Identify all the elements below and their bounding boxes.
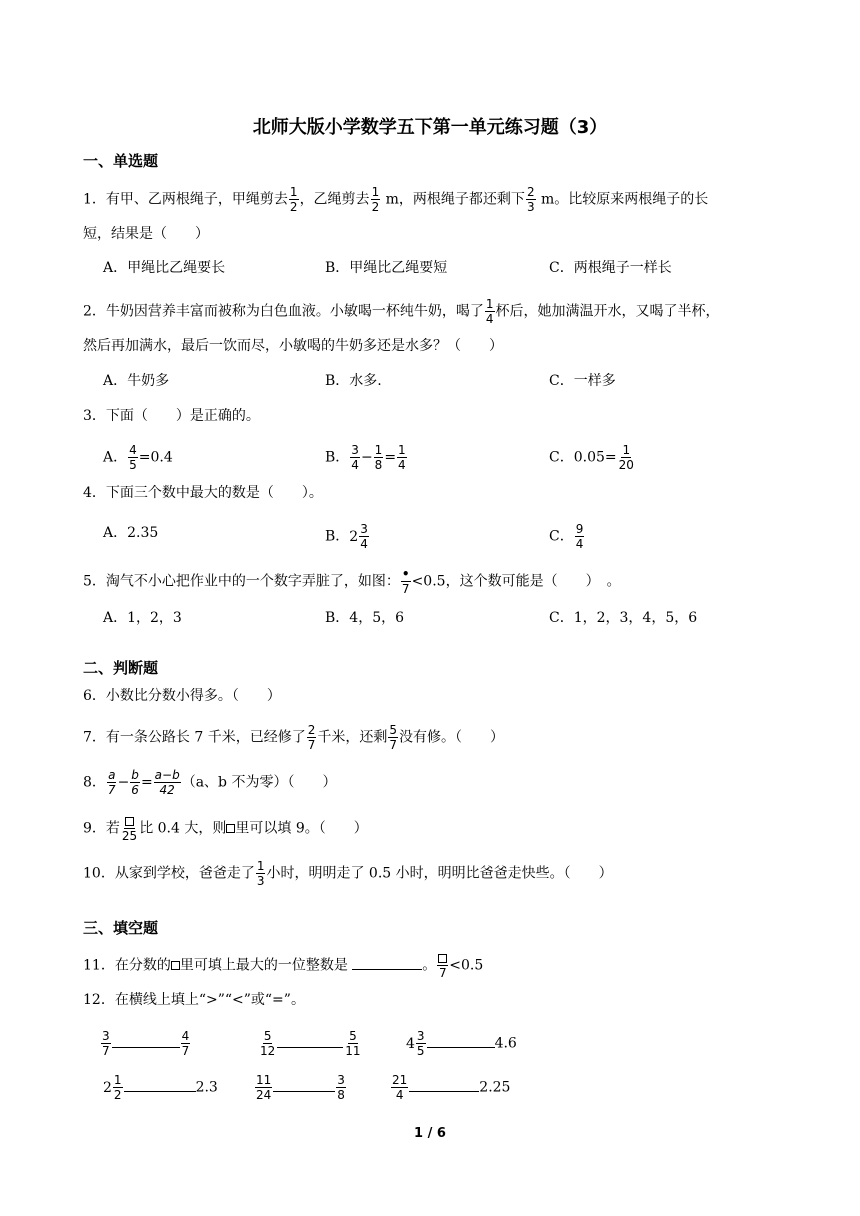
answer-blank[interactable] <box>427 1033 495 1048</box>
q1-fraction-2: $\frac{1}{2}$ <box>371 185 380 214</box>
section-heading-true-false: 二、判断题 <box>83 659 159 677</box>
q2-text-a: 2．牛奶因营养丰富而被称为白色血液。小敏喝一杯纯牛奶，喝了 <box>83 303 484 320</box>
question-7: 7．有一条公路长 7 千米，已经修了 $\frac{2}{7}$ 千米，还剩 $\frac{5}{7}$ 没有修。（ ） <box>83 723 504 752</box>
q1-text-a: 1．有甲、乙两根绳子，甲绳剪去 <box>83 191 288 208</box>
q1-option-c[interactable]: C．两根绳子一样长 <box>549 260 672 276</box>
page-title: 北师大版小学数学五下第一单元练习题（3） <box>252 117 608 138</box>
question-12-stem: 12．在横线上填上“>”“<”或“=”。 <box>83 992 305 1008</box>
answer-blank[interactable] <box>352 955 422 970</box>
q5-option-b[interactable]: B．4，5，6 <box>325 610 405 626</box>
blank-box-icon <box>171 961 180 970</box>
blank-box-icon <box>438 954 447 963</box>
question-6: 6．小数比分数小得多。（ ） <box>83 688 281 704</box>
page-number: 1 / 6 <box>414 1126 446 1141</box>
answer-blank[interactable] <box>112 1033 180 1048</box>
q12-compare-5: $\frac{11}{24}$ $\frac{3}{8}$ <box>256 1073 345 1102</box>
q12-compare-2: $\frac{5}{12}$ $\frac{5}{11}$ <box>260 1029 361 1058</box>
q3-option-a[interactable]: A． $\frac{4}{5}$ =0.4 <box>103 443 173 472</box>
question-2-line-1 <box>83 298 720 325</box>
question-9: 9．若 25 比 0.4 大，则 里可以填 9。（ ） <box>83 815 368 842</box>
answer-blank[interactable] <box>273 1077 335 1092</box>
q12-compare-1: $\frac{3}{7}$ $\frac{4}{7}$ <box>102 1029 190 1058</box>
q2-fraction: $\frac{1}{4}$ <box>485 297 494 326</box>
answer-blank[interactable] <box>277 1033 343 1048</box>
q3-option-c[interactable]: C．0.05= $\frac{1}{20}$ <box>549 443 634 472</box>
q2-text-b: 杯后，她加满温开水，又喝了半杯， <box>495 303 720 320</box>
q2-option-a[interactable]: A．牛奶多 <box>103 373 170 389</box>
question-8: 8． $\frac{a}{7}$ − $\frac{b}{6}$ = $\frac{a-b}{42}$ （a、b 不为零）（ ） <box>83 768 337 797</box>
q5-smudged-fraction: $\frac{•}{7}$ <box>401 567 410 596</box>
question-1-line-2: 短，结果是（ ） <box>83 226 209 242</box>
q12-compare-3: 4 $\frac{3}{5}$ 4.6 <box>406 1029 517 1058</box>
q12-compare-4: 2 $\frac{1}{2}$ 2.3 <box>103 1073 218 1102</box>
q4-option-b[interactable]: B．2 $\frac{3}{4}$ <box>325 522 368 551</box>
question-10: 10．从家到学校，爸爸走了 $\frac{1}{3}$ 小时，明明走了 0.5 小时，明明比爸爸走快些。（ ） <box>83 859 613 888</box>
question-4-stem: 4．下面三个数中最大的数是（ ）。 <box>83 485 323 501</box>
q1-text-c: m，两根绳子都还剩下 <box>381 191 525 208</box>
q1-text-d: m。比较原来两根绳子的长 <box>536 191 709 208</box>
question-11: 11．在分数的 里可填上最大的一位整数是 。 7 <0.5 <box>83 952 483 979</box>
question-2-line-2: 然后再加满水，最后一饮而尽，小敏喝的牛奶多还是水多？（ ） <box>83 338 503 354</box>
q1-fraction-3: $\frac{2}{3}$ <box>526 185 535 214</box>
q1-fraction-1: $\frac{1}{2}$ <box>289 185 298 214</box>
q4-option-c[interactable]: C． $\frac{9}{4}$ <box>549 522 584 551</box>
q4-option-a[interactable]: A．2.35 <box>103 525 159 541</box>
q5-option-a[interactable]: A．1，2，3 <box>103 610 182 626</box>
section-heading-fill-blank: 三、填空题 <box>83 919 159 937</box>
q12-compare-6: $\frac{21}{4}$ 2.25 <box>392 1073 511 1102</box>
question-3-stem: 3．下面（ ）是正确的。 <box>83 408 260 424</box>
blank-box-icon <box>125 817 134 826</box>
q2-option-c[interactable]: C．一样多 <box>549 373 616 389</box>
question-5-stem: 5．淘气不小心把作业中的一个数字弄脏了，如图： $\frac{•}{7}$ <0.5，这个数可能是（ ） 。 <box>83 567 621 596</box>
section-heading-single-choice: 一、单选题 <box>83 152 159 170</box>
q3-option-b[interactable]: B． $\frac{3}{4}$ − $\frac{1}{8}$ = $\frac{1}{4}$ <box>325 443 406 472</box>
answer-blank[interactable] <box>409 1077 479 1092</box>
q1-option-a[interactable]: A．甲绳比乙绳要长 <box>103 260 226 276</box>
answer-blank[interactable] <box>124 1077 196 1092</box>
question-1-line-1 <box>83 186 708 213</box>
q1-option-b[interactable]: B．甲绳比乙绳要短 <box>325 260 448 276</box>
q5-option-c[interactable]: C．1，2，3，4，5，6 <box>549 610 698 626</box>
q2-option-b[interactable]: B．水多. <box>325 373 382 389</box>
q1-text-b: ，乙绳剪去 <box>299 191 370 208</box>
